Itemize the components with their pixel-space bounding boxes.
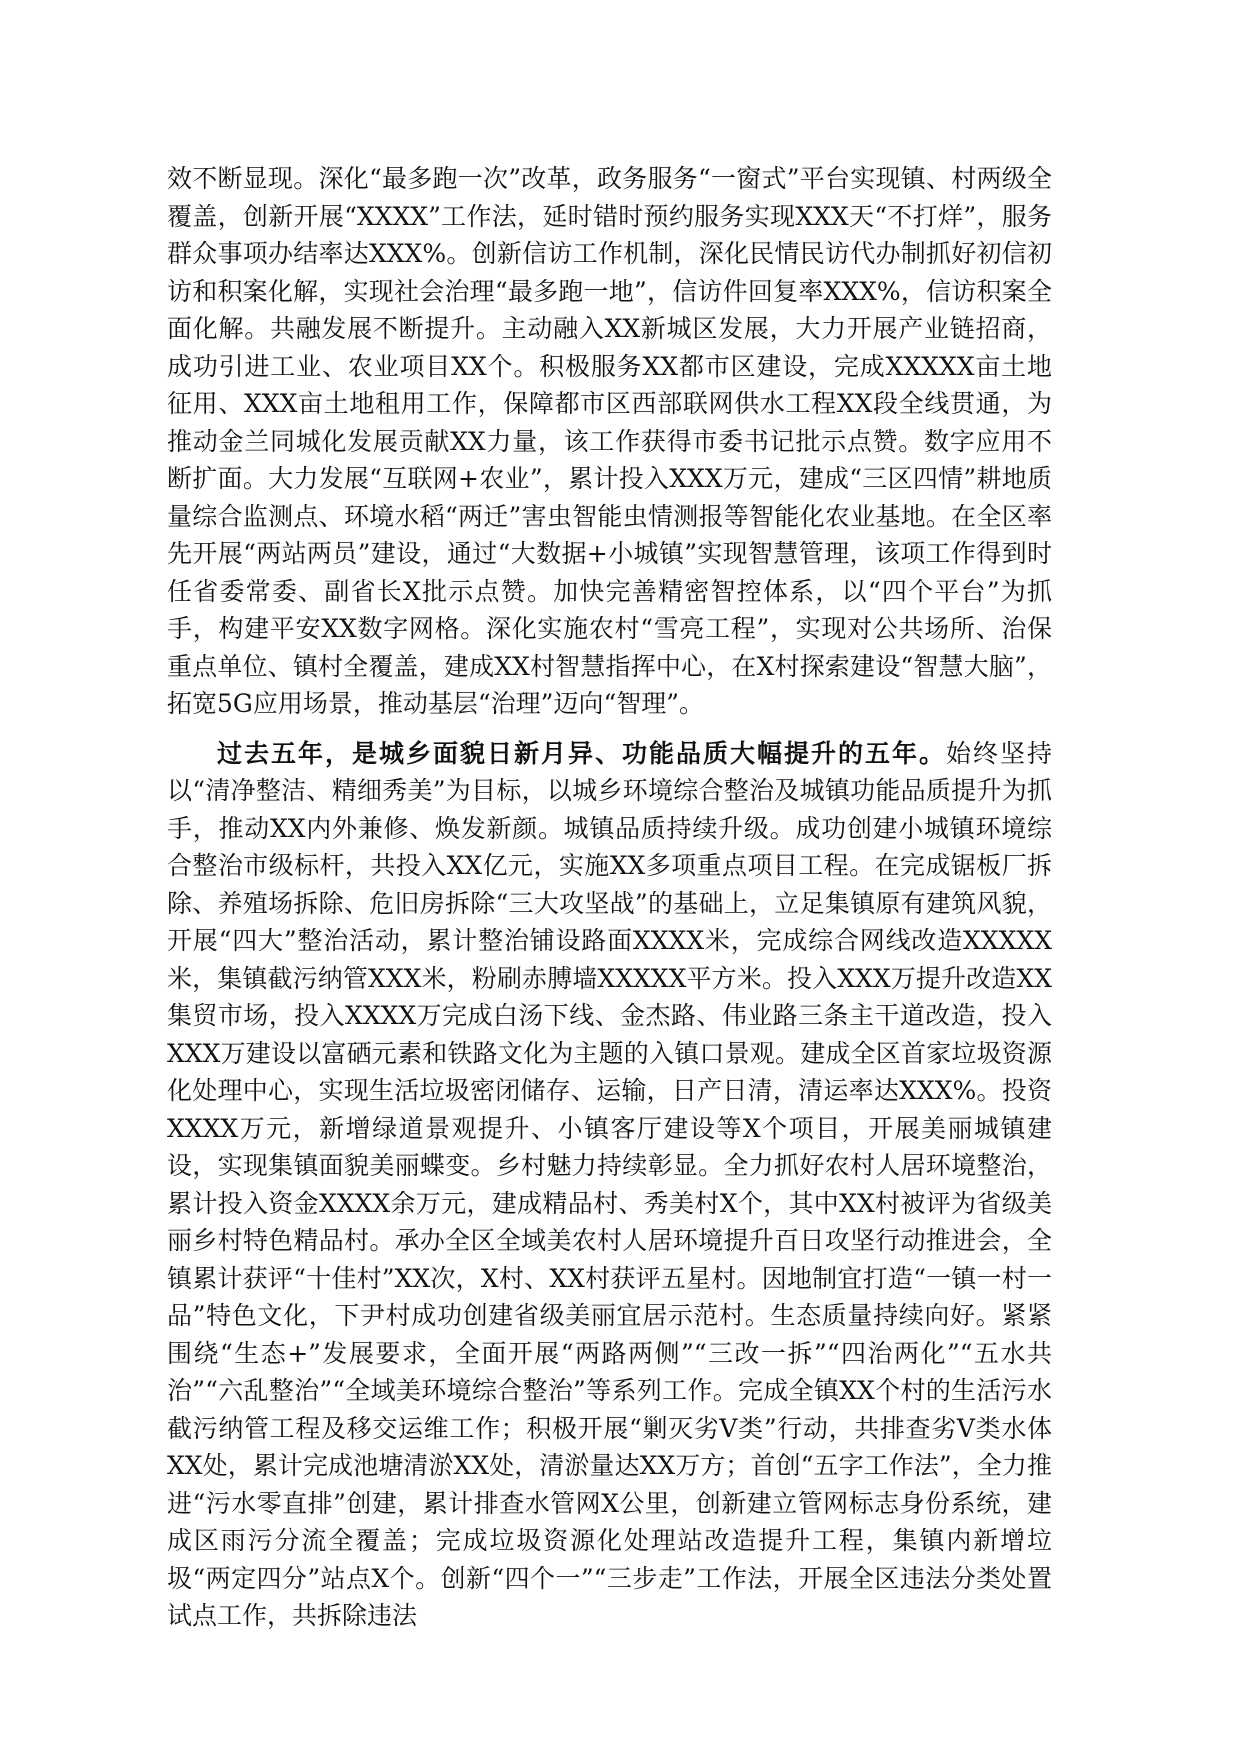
paragraph-digital-governance [167,160,1052,723]
paragraph-body: 始终坚持以“清净整洁、精细秀美”为目标，以城乡环境综合整治及城镇功能品质提升为抓手，推动XX内外兼修、焕发新颜。城镇品质持续升级。成功创建小城镇环境综合整治市级标杆，共投入XX亿元，实施XX多项重点项目工程。在完成锯板厂拆除、养殖场拆除、危旧房拆除“三大攻坚战”的基础上，立足集镇原有建筑风貌，开展“四大”整治活动，累计整治铺设路面XXXX米，完成综合网线改造XXXXX米，集镇截污纳管XXX米，粉刷赤膊墙XXXXX平方米。投入XXX万提升改造XX集贸市场，投入XXXX万完成白汤下线、金杰路、伟业路三条主干道改造，投入XXX万建设以富硒元素和铁路文化为主题的入镇口景观。建成全区首家垃圾资源化处理中心，实现生活垃圾密闭储存、运输，日产日清，清运率达XXX%。投资XXXX万元，新增绿道景观提升、小镇客厅建设等X个项目，开展美丽城镇建设，实现集镇面貌美丽蝶变。乡村魅力持续彰显。全力抓好农村人居环境整治，累计投入资金XXXX余万元，建成精品村、秀美村X个，其中XX村被评为省级美丽乡村特色精品村。承办全区全域美农村人居环境提升百日攻坚行动推进会，全镇累计获评“十佳村”XX次，X村、XX村获评五星村。因地制宜打造“一镇一村一品”特色文化，下尹村成功创建省级美丽宜居示范村。生态质量持续向好。紧紧围绕“生态+”发展要求，全面开展“两路两侧”“三改一拆”“四治两化”“五水共治”“六乱整治”“全域美环境综合整治”等系列工作。完成全镇XX个村的生活污水截污纳管工程及移交运维工作；积极开展“剿灭劣Ⅴ类”行动，共排查劣Ⅴ类水体XX处，累计完成池塘清淤XX处，清淤量达XX万方；首创“五字工作法”，全力推进“污水零直排”创建，累计排查水管网X公里，创新建立管网标志身份系统，建成区雨污分流全覆盖；完成垃圾资源化处理站改造提升工程，集镇内新增垃圾“两定四分”站点X个。创新“四个一”“三步走”工作法，开展全区违法分类处置试点工作，共拆除违法 [167,738,1052,1630]
document-page [167,160,1052,1635]
paragraph-urban-rural-improvement [167,735,1052,1635]
paragraph-lead: 过去五年，是城乡面貌日新月异、功能品质大幅提升的五年。 [217,738,946,768]
paragraph-body: 效不断显现。深化“最多跑一次”改革，政务服务“一窗式”平台实现镇、村两级全覆盖，创新开展“XXXX”工作法，延时错时预约服务实现XXX天“不打烊”，服务群众事项办结率达XXX%。创新信访工作机制，深化民情民访代办制抓好初信初访和积案化解，实现社会治理“最多跑一地”，信访件回复率XXX%，信访积案全面化解。共融发展不断提升。主动融入XX新城区发展，大力开展产业链招商，成功引进工业、农业项目XX个。积极服务XX都市区建设，完成XXXXX亩土地征用、XXX亩土地租用工作，保障都市区西部联网供水工程XX段全线贯通，为推动金兰同城化发展贡献XX力量，该工作获得市委书记批示点赞。数字应用不断扩面。大力发展“互联网+农业”，累计投入XXX万元，建成“三区四情”耕地质量综合监测点、环境水稻“两迁”害虫智能虫情测报等智能化农业基地。在全区率先开展“两站两员”建设，通过“大数据+小城镇”实现智慧管理，该项工作得到时任省委常委、副省长X批示点赞。加快完善精密智控体系，以“四个平台”为抓手，构建平安XX数字网格。深化实施农村“雪亮工程”，实现对公共场所、治保重点单位、镇村全覆盖，建成XX村智慧指挥中心，在X村探索建设“智慧大脑”，拓宽5G应用场景，推动基层“治理”迈向“智理”。 [167,164,1052,718]
